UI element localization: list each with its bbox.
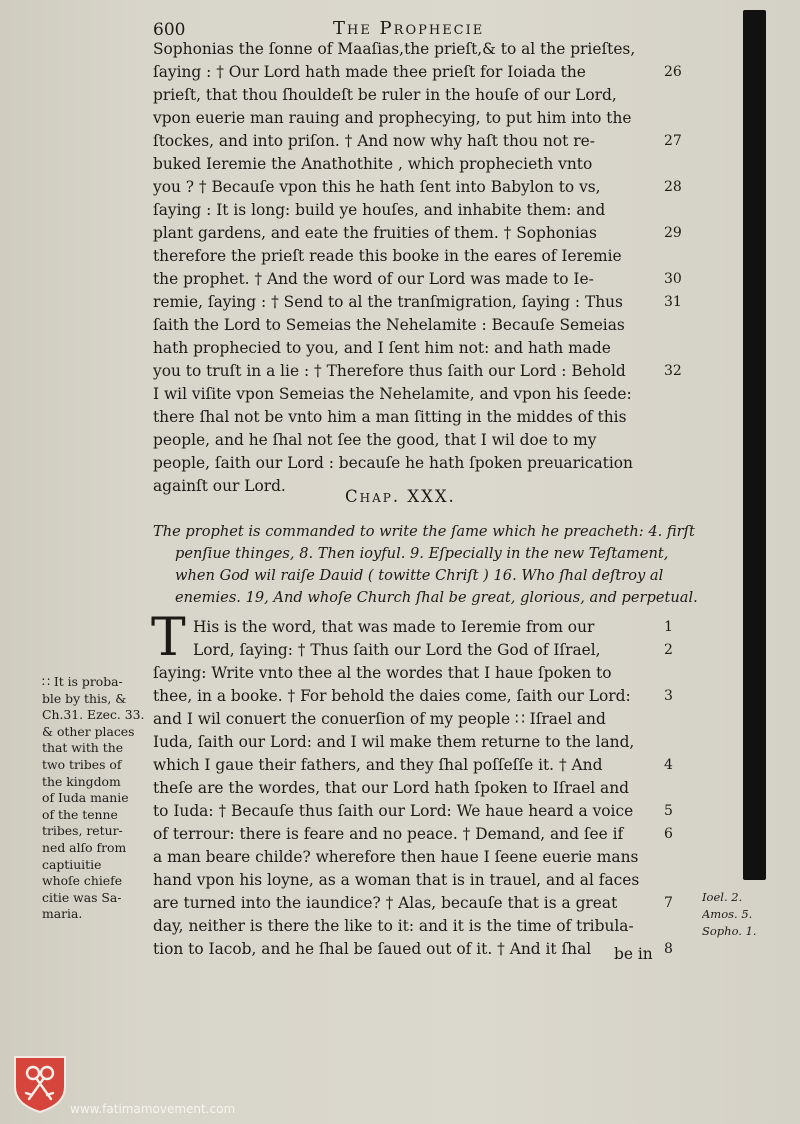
verse-number: 26 <box>664 64 682 80</box>
chapter-29-text <box>153 38 658 498</box>
text-line: which I gaue their fathers, and they ſhal poſſeſſe it. † And <box>153 756 603 774</box>
text-line: therefore the prieſt reade this booke in the eares of Ieremie <box>153 247 622 265</box>
margin-ref-line: Sopho. 1. <box>702 924 757 938</box>
catchword: be in <box>614 945 653 963</box>
verse-number: 31 <box>664 294 682 310</box>
margin-note-line: ble by this, & <box>42 690 127 706</box>
chapter-30-text <box>153 616 658 961</box>
drop-capital: T <box>151 608 186 668</box>
margin-cross-references <box>702 889 772 940</box>
text-line: of terrour: there is feare and no peace. † Demand, and ſee if <box>153 825 624 843</box>
text-line: tion to Iacob, and he ſhal be ſaued out of it. † And it ſhal <box>153 940 592 958</box>
chapter-heading: Chap. XXX. <box>345 487 456 506</box>
margin-note-line: citie was Sa- <box>42 889 122 905</box>
verse-number: 3 <box>664 688 673 704</box>
verse-number: 32 <box>664 363 682 379</box>
verse-number: 6 <box>664 826 673 842</box>
text-line: prieſt, that thou ſhouldeſt be ruler in the houſe of our Lord, <box>153 86 617 104</box>
verse-number: 27 <box>664 133 682 149</box>
verse-number: 1 <box>664 619 673 635</box>
text-line: to Iuda: † Becauſe thus ſaith our Lord: We haue heard a voice <box>153 802 634 820</box>
margin-note-line: maria. <box>42 906 83 922</box>
verse-number: 5 <box>664 803 673 819</box>
text-line: remie, ſaying : † Send to al the tranſmigration, ſaying : Thus <box>153 293 623 311</box>
text-line: are turned into the iaundice? † Alas, becauſe that is a great <box>153 894 618 912</box>
argument-line: when God wil raiſe Dauid ( towitte Chriſt ) 16. Who ſhal deſtroy al <box>175 567 664 584</box>
text-line: ſaying : It is long: build ye houſes, and inhabite them: and <box>153 201 606 219</box>
text-line: theſe are the wordes, that our Lord hath ſpoken to Iſrael and <box>153 779 629 797</box>
margin-annotation <box>42 674 152 923</box>
argument-line: enemies. 19, And whoſe Church ſhal be great, glorious, and perpetual. <box>175 589 698 606</box>
page-edge-shadow <box>743 10 766 880</box>
chapter-argument <box>153 521 728 609</box>
verse-number: 28 <box>664 179 682 195</box>
verse-number: 7 <box>664 895 673 911</box>
watermark-url: www.fatimamovement.com <box>70 1102 236 1116</box>
text-line: people, and he ſhal not ſee the good, that I wil doe to my <box>153 431 597 449</box>
page-number: 600 <box>153 20 186 40</box>
text-line: hand vpon his loyne, as a woman that is in trauel, and al faces <box>153 871 640 889</box>
margin-note-line: Ch.31. Ezec. 33. <box>42 707 145 723</box>
margin-ref-line: Ioel. 2. <box>702 890 743 904</box>
text-line: buked Ieremie the Anathothite , which prophecieth vnto <box>153 155 593 173</box>
verse-number: 8 <box>664 941 673 957</box>
text-line: and I wil conuert the conuerſion of my people ∷ Iſrael and <box>153 710 606 728</box>
verse-number: 2 <box>664 642 673 658</box>
text-line: Iuda, ſaith our Lord: and I wil make them returne to the land, <box>153 733 635 751</box>
text-line: ſaying : † Our Lord hath made thee prieſt for Ioiada the <box>153 63 586 81</box>
text-line: ſaith the Lord to Semeias the Nehelamite : Becauſe Semeias <box>153 316 625 334</box>
margin-note-line: tribes, retur- <box>42 823 123 839</box>
verse-number: 29 <box>664 225 682 241</box>
margin-note-line: captiuitie <box>42 856 102 872</box>
verse-number: 30 <box>664 271 682 287</box>
text-line: a man beare childe? wherefore then haue I ſeene euerie mans <box>153 848 639 866</box>
margin-ref-line: Amos. 5. <box>702 907 753 921</box>
argument-line: The prophet is commanded to write the ſame which he preacheth: 4. firſt <box>153 523 695 540</box>
margin-note-line: ned alſo from <box>42 839 127 855</box>
text-line: people, ſaith our Lord : becauſe he hath ſpoken preuarication <box>153 454 633 472</box>
running-title: The Prophecie <box>333 18 485 39</box>
margin-note-line: that with the <box>42 740 124 756</box>
text-line: vpon euerie man rauing and prophecying, to put him into the <box>153 109 632 127</box>
text-line: ſtockes, and into priſon. † And now why haſt thou not re- <box>153 132 595 150</box>
margin-note-line: ∷ It is proba- <box>42 674 123 689</box>
text-line: there ſhal not be vnto him a man ſitting in the middes of this <box>153 408 627 426</box>
text-line: hath prophecied to you, and I ſent him not: and hath made <box>153 339 611 357</box>
margin-note-line: whoſe chiefe <box>42 873 123 889</box>
shield-logo-icon <box>13 1053 67 1113</box>
text-line: thee, in a booke. † For behold the daies come, ſaith our Lord: <box>153 687 631 705</box>
text-line: Lord, ſaying: † Thus ſaith our Lord the God of Iſrael, <box>193 641 601 659</box>
argument-line: penſiue thinges, 8. Then ioyful. 9. Eſpecially in the new Teſtament, <box>175 545 669 562</box>
text-line: ſaying: Write vnto thee al the wordes that I haue ſpoken to <box>153 664 612 682</box>
text-line: the prophet. † And the word of our Lord was made to Ie- <box>153 270 594 288</box>
text-line: againſt our Lord. <box>153 477 286 495</box>
text-line: plant gardens, and eate the fruities of them. † Sophonias <box>153 224 597 242</box>
text-line: you ? † Becauſe vpon this he hath ſent into Babylon to vs, <box>153 178 601 196</box>
text-line: you to truſt in a lie : † Therefore thus ſaith our Lord : Behold <box>153 362 626 380</box>
margin-note-line: the kingdom <box>42 773 121 789</box>
margin-note-line: two tribes of <box>42 756 122 772</box>
text-line: day, neither is there the like to it: and it is the time of tribula- <box>153 917 634 935</box>
margin-note-line: & other places <box>42 723 135 739</box>
text-line: I wil viſite vpon Semeias the Nehelamite, and vpon his ſeede: <box>153 385 632 403</box>
text-line: Sophonias the ſonne of Maaſias,the prieſt,& to al the prieſtes, <box>153 40 636 58</box>
margin-note-line: of the tenne <box>42 806 118 822</box>
margin-note-line: of Iuda manie <box>42 790 129 806</box>
text-line: His is the word, that was made to Ieremie from our <box>193 618 595 636</box>
verse-number: 4 <box>664 757 673 773</box>
